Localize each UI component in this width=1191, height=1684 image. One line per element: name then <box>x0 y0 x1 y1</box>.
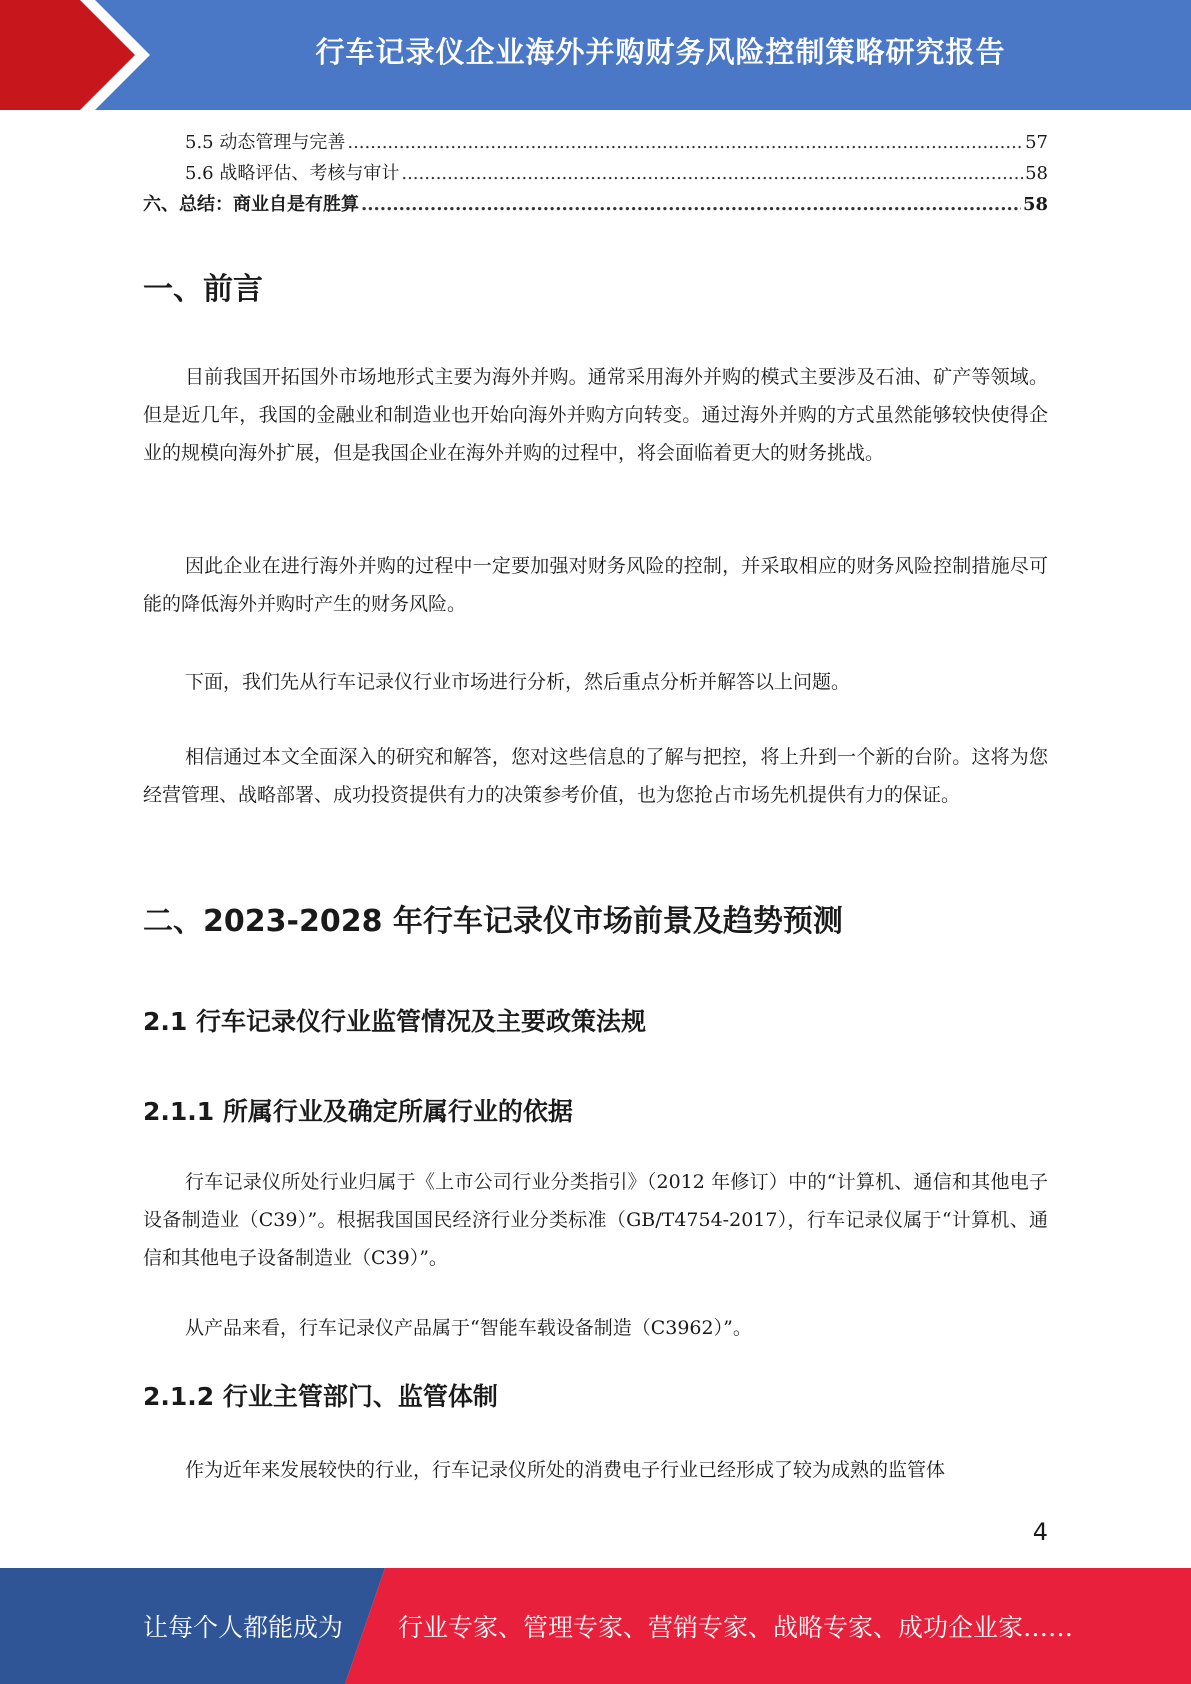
footer-slogan-right: 行业专家、管理专家、营销专家、战略专家、成功企业家…… <box>398 1613 1074 1642</box>
toc-entry-page: 57 <box>1025 132 1048 153</box>
paragraph: 作为近年来发展较快的行业，行车记录仪所处的消费电子行业已经形成了较为成熟的监管体 <box>185 1459 946 1481</box>
toc-entry[interactable] <box>143 190 1048 221</box>
toc-leader-dots <box>401 163 1023 184</box>
page-footer <box>0 1568 1191 1684</box>
subsection-heading: 2.1 行车记录仪行业监管情况及主要政策法规 <box>143 1007 646 1036</box>
paragraph: 相信通过本文全面深入的研究和解答，您对这些信息的了解与把控，将上升到一个新的台阶。这将为您经营管理、战略部署、成功投资提供有力的决策参考价值，也为您抢占市场先机提供有力的保证。 <box>143 746 1048 806</box>
toc-entry[interactable] <box>143 159 1048 190</box>
table-of-contents <box>143 128 1048 221</box>
footer-slogan-left: 让每个人都能成为 <box>143 1613 344 1642</box>
page-number: 4 <box>1032 1518 1048 1546</box>
toc-entry-title: 5.5 动态管理与完善 <box>185 132 346 153</box>
paragraph: 因此企业在进行海外并购的过程中一定要加强对财务风险的控制，并采取相应的财务风险控制措施尽可能的降低海外并购时产生的财务风险。 <box>143 555 1048 615</box>
section-heading-market: 二、2023-2028 年行车记录仪市场前景及趋势预测 <box>143 904 843 939</box>
toc-entry-page: 58 <box>1025 163 1048 184</box>
page-header <box>0 0 1191 110</box>
subsubsection-heading: 2.1.2 行业主管部门、监管体制 <box>143 1382 498 1411</box>
paragraph: 从产品来看，行车记录仪产品属于“智能车载设备制造（C3962）”。 <box>185 1317 752 1339</box>
paragraph: 下面，我们先从行车记录仪行业市场进行分析，然后重点分析并解答以上问题。 <box>185 671 851 693</box>
paragraph: 目前我国开拓国外市场地形式主要为海外并购。通常采用海外并购的模式主要涉及石油、矿产等领域。但是近几年，我国的金融业和制造业也开始向海外并购方向转变。通过海外并购的方式虽然能够较快使得企业的规模向海外扩展，但是我国企业在海外并购的过程中，将会面临着更大的财务挑战。 <box>143 366 1048 464</box>
paragraph: 行车记录仪所处行业归属于《上市公司行业分类指引》（2012 年修订）中的“计算机、通信和其他电子设备制造业（C39）”。根据我国国民经济行业分类标准（GB/T4754-2017），行车记录仪属于“计算机、通信和其他电子设备制造业（C39）”。 <box>143 1171 1048 1269</box>
toc-entry-title: 5.6 战略评估、考核与审计 <box>185 163 400 184</box>
toc-leader-dots <box>347 132 1023 153</box>
report-title: 行车记录仪企业海外并购财务风险控制策略研究报告 <box>315 34 1006 69</box>
toc-entry-page: 58 <box>1022 194 1048 215</box>
toc-leader-dots <box>361 194 1021 215</box>
subsubsection-heading: 2.1.1 所属行业及确定所属行业的依据 <box>143 1097 573 1126</box>
toc-entry[interactable] <box>143 128 1048 159</box>
section-heading-preface: 一、前言 <box>143 272 263 307</box>
toc-entry-title: 六、总结：商业自是有胜算 <box>143 194 359 215</box>
